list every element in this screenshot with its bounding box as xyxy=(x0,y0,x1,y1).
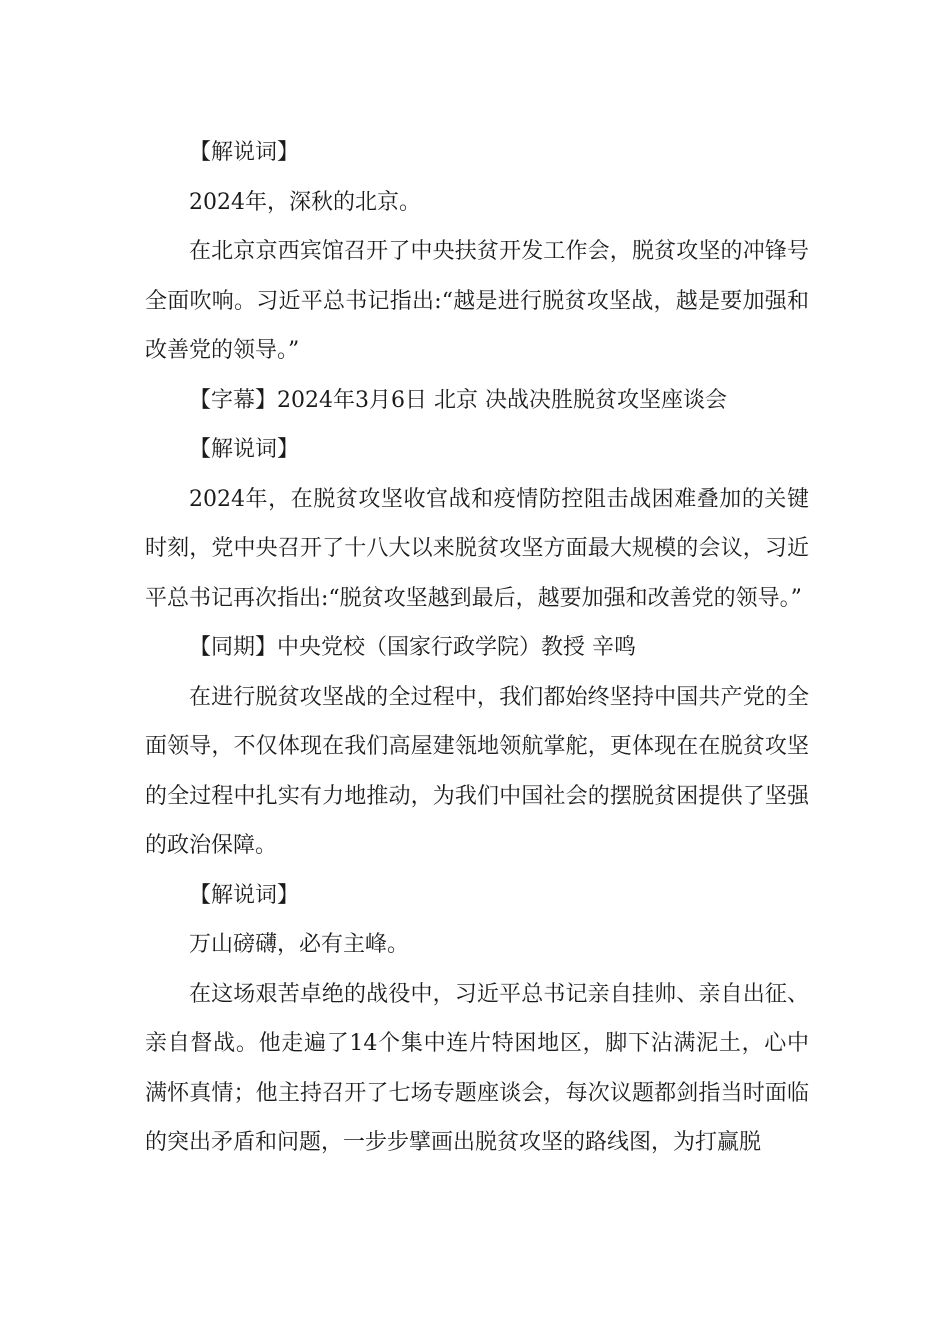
document-body xyxy=(145,128,809,1168)
paragraph-critical-moment: 2024年，在脱贫攻坚收官战和疫情防控阻击战困难叠加的关键时刻，党中央召开了十八大以来脱贫攻坚方面最大规模的会议，习近平总书记再次指出:“脱贫攻坚越到最后，越要加强和改善党的领导。” xyxy=(145,486,809,611)
paragraph-label-narration-1: 【解说词】 xyxy=(189,140,300,165)
paragraph-interview-quote: 在进行脱贫攻坚战的全过程中，我们都始终坚持中国共产党的全面领导，不仅体现在我们高屋建瓴地领航掌舵，更体现在在脱贫攻坚的全过程中扎实有力地推动，为我们中国社会的摆脱贫困提供了坚强的政治保障。 xyxy=(145,684,809,858)
paragraph-poverty-meeting: 在北京京西宾馆召开了中央扶贫开发工作会，脱贫攻坚的冲锋号全面吹响。习近平总书记指出:“越是进行脱贫攻坚战，越是要加强和改善党的领导。” xyxy=(145,239,809,363)
paragraph-campaign-leadership: 在这场艰苦卓绝的战役中，习近平总书记亲自挂帅、亲自出征、亲自督战。他走遍了14个集中连片特困地区，脚下沾满泥土，心中满怀真情；他主持召开了七场专题座谈会，每次议题都剑指当时面临的突出矛盾和问题，一步步擘画出脱贫攻坚的路线图，为打赢脱 xyxy=(145,981,809,1155)
paragraph-label-narration-2: 【解说词】 xyxy=(189,437,300,462)
paragraph-label-interview: 【同期】中央党校（国家行政学院）教授 辛鸣 xyxy=(189,635,636,660)
paragraph-label-narration-3: 【解说词】 xyxy=(189,882,300,908)
paragraph-main-peak: 万山磅礴，必有主峰。 xyxy=(189,932,410,957)
paragraph-caption-symposium: 【字幕】2024年3月6日 北京 决战决胜脱贫攻坚座谈会 xyxy=(189,387,727,413)
paragraph-autumn-beijing: 2024年，深秋的北京。 xyxy=(189,189,421,215)
